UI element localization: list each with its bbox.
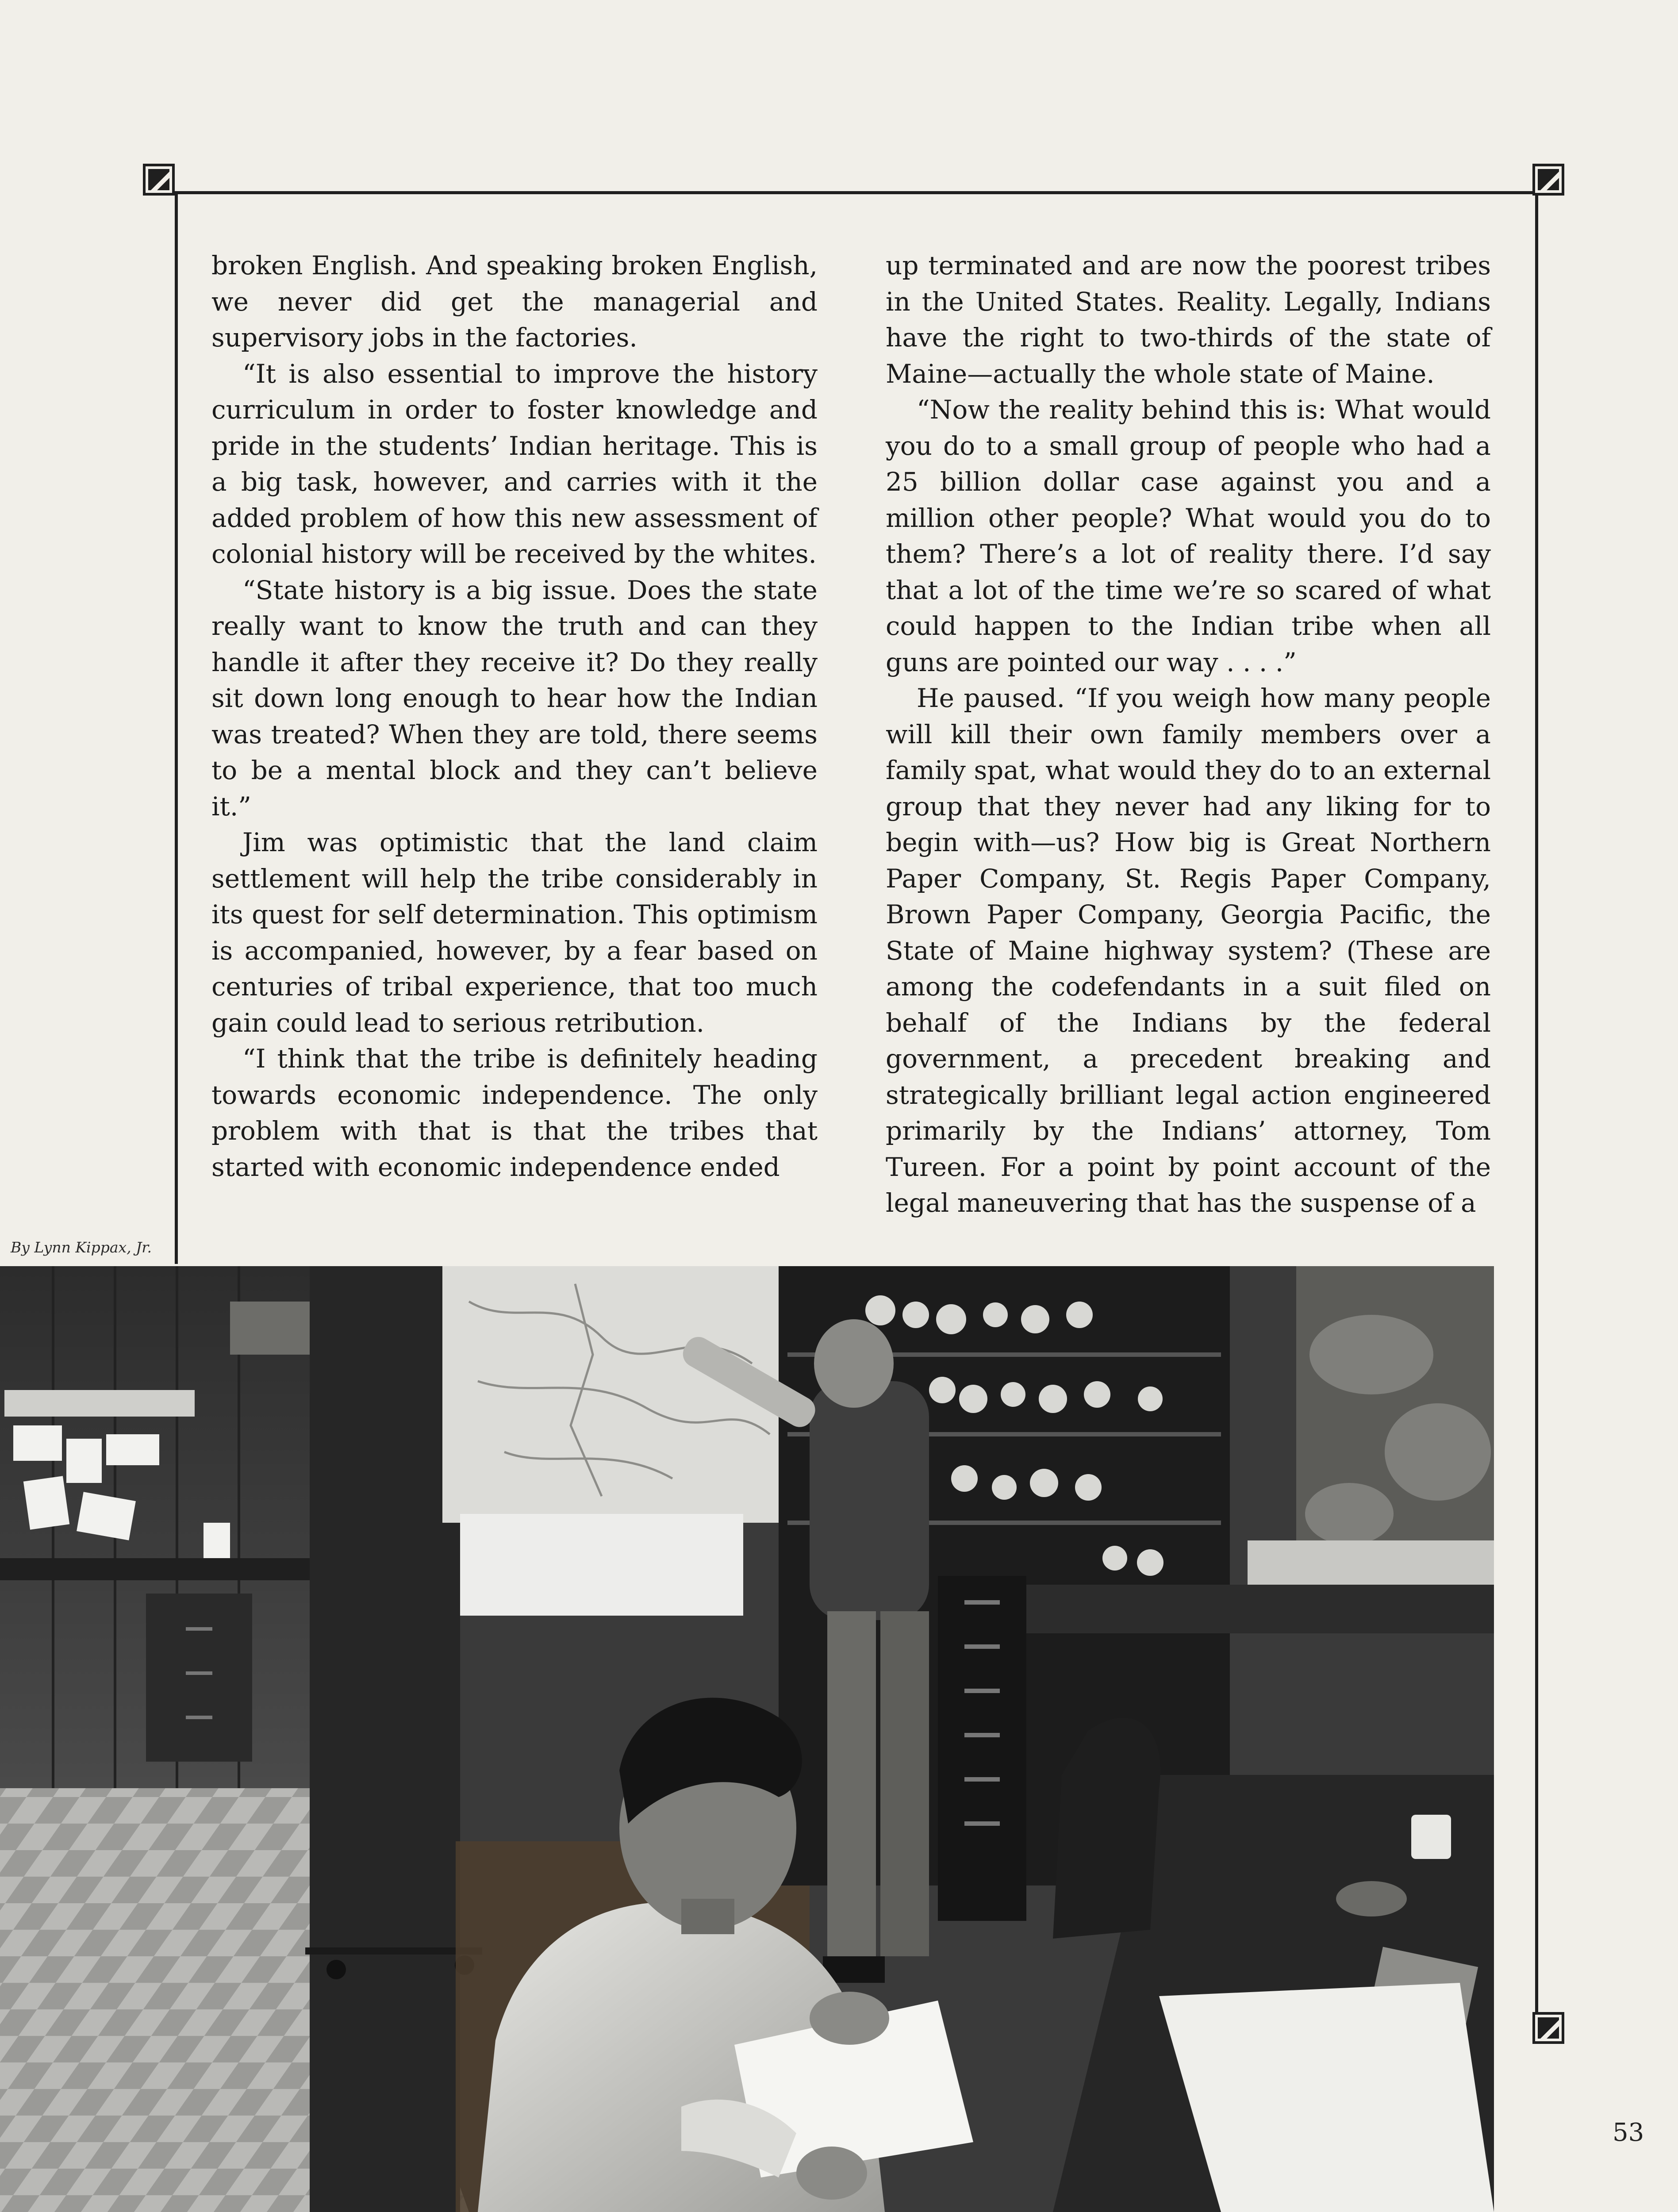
paragraph: “Now the reality behind this is: What would you do to a small group of people who had a 25 billion dollar case against you and a million other people? What would you do to them? There’s a lot of reality there. I’d say that a lot of the time we’re so scared of what could happen to the Indian tribe when all guns are pointed our way . . . .”: [886, 395, 1491, 677]
paragraph: broken English. And speaking broken English, we never did get the managerial and supervisory jobs in the factories.: [211, 250, 818, 353]
photo-credit: By Lynn Kippax, Jr.: [11, 1239, 152, 1256]
corner-ornament-top-right: [1532, 164, 1564, 196]
article-right-column: [886, 248, 1491, 1221]
paragraph: Jim was optimistic that the land claim settlement will help the tribe considerably in its quest for self determination. This optimism is accompanied, however, by a fear based on centuries of tribal experience, that too much gain could lead to serious retribution.: [211, 827, 818, 1038]
paragraph: up terminated and are now the poorest tribes in the United States. Reality. Legally, Indians have the right to two-thirds of the state of Maine—actually the whole state of Maine.: [886, 250, 1491, 389]
filing-cabinet: [146, 1594, 252, 1762]
frame-left-rule: [175, 191, 178, 1264]
frame-right-rule: [1535, 191, 1538, 2014]
paragraph: He paused. “If you weigh how many people will kill their own family members over a family spat, what would they do to an external group that they never had any liking for to begin with—us? How big is Great Northern Paper Company, St. Regis Paper Company, Brown Paper Company, Georgia Pacific, the State of Maine highway system? (These are among the codefendants in a suit filed on behalf of the Indians by the federal government, a precedent breaking and strategically brilliant legal action engineered primarily by the Indians’ attorney, Tom Tureen. For a point by point account of the legal maneuvering that has the suspense of a: [886, 683, 1491, 1218]
room-divider-panel: [310, 1266, 460, 2212]
frame-top-rule: [175, 191, 1538, 194]
coffee-mug: [1411, 1815, 1451, 1859]
paragraph: “It is also essential to improve the history curriculum in order to foster knowledge and pride in the students’ Indian heritage. This is a big task, however, and carries with it the added problem of how this new assessment of colonial history will be received by the whites.: [211, 358, 818, 569]
office-photograph: [0, 1266, 1494, 2212]
paragraph: “State history is a big issue. Does the state really want to know the truth and can they handle it after they receive it? Do they really sit down long enough to hear how the Indian was treated? When they are told, there seems to be a mental block and they can’t believe it.”: [211, 575, 818, 822]
paragraph: “I think that the tribe is definitely heading towards economic independence. The only problem with that is that the tribes that started with economic independence ended: [211, 1044, 818, 1182]
flat-file-cabinet: [938, 1576, 1026, 1921]
ashtray: [1336, 1881, 1407, 1916]
article-left-column: [211, 248, 818, 1185]
corner-ornament-top-left: [143, 164, 175, 196]
corner-ornament-bottom-right: [1532, 2012, 1564, 2044]
page-number: 53: [1613, 2118, 1644, 2147]
